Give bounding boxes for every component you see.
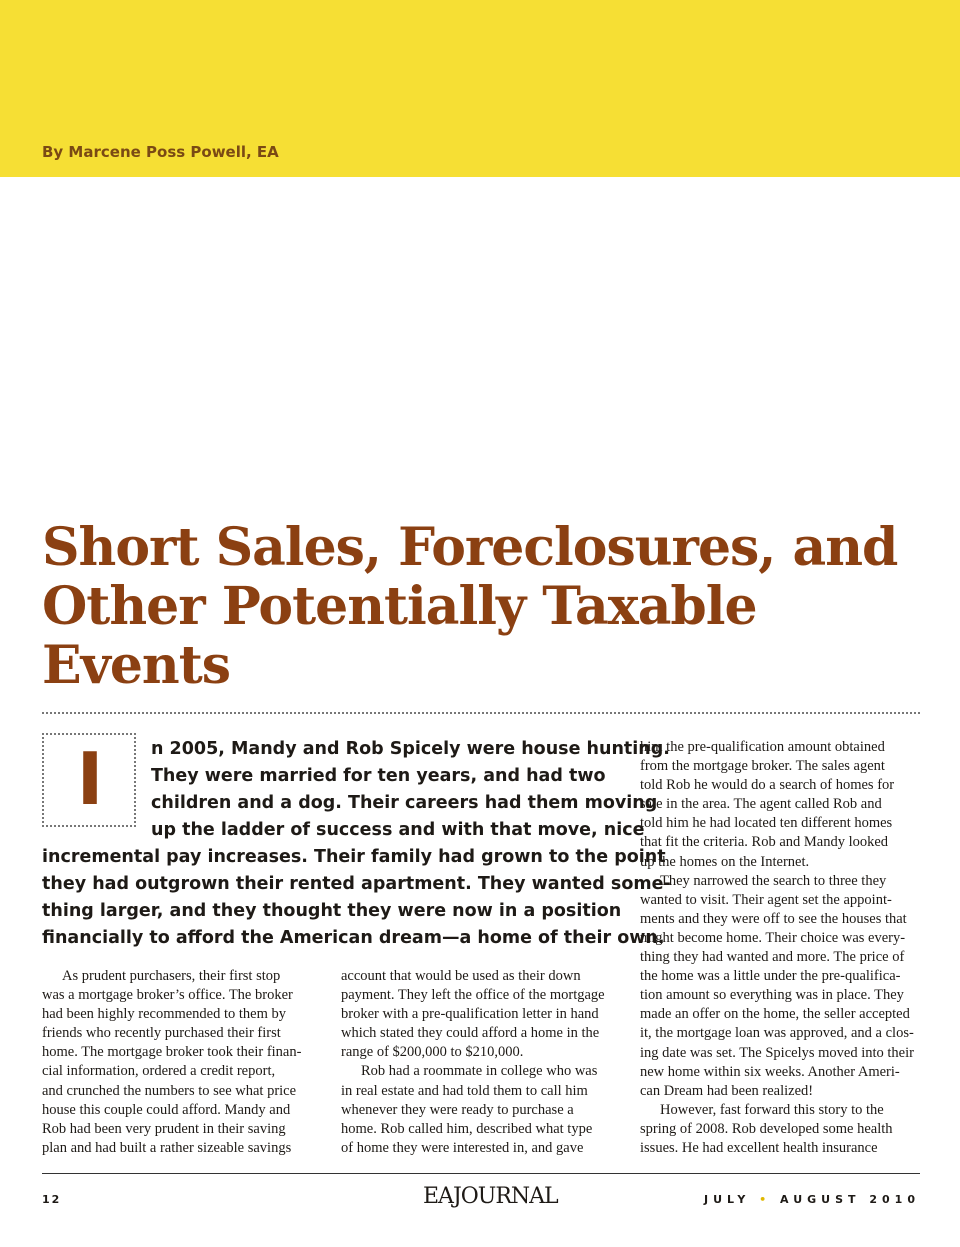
journal-logo: EAJOURNAL xyxy=(423,1184,558,1209)
text-line: might become home. Their choice was every- xyxy=(640,929,906,946)
byline: By Marcene Poss Powell, EA xyxy=(42,143,279,161)
text-line: can Dream had been realized! xyxy=(640,1082,814,1099)
text-line: in real estate and had told them to call him xyxy=(341,1082,588,1099)
lead-paragraph-line: incremental pay increases. Their family had grown to the point xyxy=(42,847,666,867)
text-line: tion amount so everything was in place. They xyxy=(640,987,904,1004)
issue-month-1: JULY xyxy=(704,1193,751,1206)
text-line: ments and they were off to see the houses that xyxy=(640,910,907,927)
text-line: ing date was set. The Spicelys moved into their xyxy=(640,1044,914,1061)
text-line: issues. He had excellent health insurance xyxy=(640,1139,878,1156)
text-line: was a mortgage broker’s office. The broker xyxy=(42,987,293,1004)
text-line: As prudent purchasers, their first stop xyxy=(62,968,281,984)
lead-paragraph-line: up the ladder of success and with that move, nice xyxy=(151,820,645,840)
text-line: had been highly recommended to them by xyxy=(42,1006,287,1023)
text-line: payment. They left the office of the mortgage xyxy=(341,987,605,1004)
text-line: from the mortgage broker. The sales agent xyxy=(640,758,885,775)
article-title xyxy=(42,518,942,695)
lead-paragraph-line: children and a dog. Their careers had them moving xyxy=(151,793,658,813)
page-number: 12 xyxy=(42,1193,62,1206)
body-column-3 xyxy=(640,738,914,1158)
drop-cap-frame xyxy=(42,733,136,827)
lead-paragraph-line: financially to afford the American dream—a home of their own. xyxy=(42,928,665,948)
text-line: of home they were interested in, and gave xyxy=(341,1139,584,1156)
text-line: spring of 2008. Rob developed some health xyxy=(640,1120,893,1137)
footer-rule xyxy=(42,1173,920,1174)
text-line: account that would be used as their down xyxy=(341,968,581,984)
text-line: thing they had wanted and more. The price of xyxy=(640,949,905,966)
text-line: the home was a little under the pre-qualifica- xyxy=(640,968,901,985)
text-line: home. Rob called him, described what type xyxy=(341,1120,593,1137)
text-line: However, fast forward this story to the xyxy=(660,1101,884,1118)
dotted-divider xyxy=(42,712,920,714)
drop-cap: I xyxy=(76,737,104,821)
text-line: that fit the criteria. Rob and Mandy looked xyxy=(640,834,889,851)
text-line: cial information, ordered a credit report, xyxy=(42,1063,276,1080)
text-line: broker with a pre-qualification letter in hand xyxy=(341,1006,599,1023)
text-line: plan and had built a rather sizeable savings xyxy=(42,1139,292,1156)
text-line: Rob had a roommate in college who was xyxy=(361,1063,598,1080)
issue-date xyxy=(704,1193,920,1206)
text-line: told him he had located ten different homes xyxy=(640,815,893,832)
text-line: home. The mortgage broker took their finan- xyxy=(42,1044,302,1061)
text-line: whenever they were ready to purchase a xyxy=(341,1101,574,1118)
text-line: sale in the area. The agent called Rob and xyxy=(640,796,882,813)
separator-dot-icon: • xyxy=(759,1193,772,1206)
text-line: and crunched the numbers to see what price xyxy=(42,1082,297,1099)
text-line: range of $200,000 to $210,000. xyxy=(341,1044,524,1061)
text-line: it, the mortgage loan was approved, and a clos- xyxy=(640,1025,914,1042)
text-line: house this couple could afford. Mandy and xyxy=(42,1101,291,1118)
text-line: They narrowed the search to three they xyxy=(660,872,887,889)
text-line: told Rob he would do a search of homes for xyxy=(640,777,895,794)
text-line: made an offer on the home, the seller accepted xyxy=(640,1006,910,1023)
text-line: wanted to visit. Their agent set the appoint- xyxy=(640,891,892,908)
title-line: Short Sales, Foreclosures, and xyxy=(42,517,898,578)
body-column-2 xyxy=(341,967,605,1158)
issue-month-2: AUGUST 2010 xyxy=(780,1193,920,1206)
title-line: Other Potentially Taxable Events xyxy=(42,576,757,696)
text-line: Rob had been very prudent in their saving xyxy=(42,1120,286,1137)
body-column-1 xyxy=(42,967,301,1158)
text-line: which stated they could afford a home in the xyxy=(341,1025,600,1042)
lead-paragraph-line: they had outgrown their rented apartment. They wanted some- xyxy=(42,874,671,894)
lead-paragraph-line: thing larger, and they thought they were now in a position xyxy=(42,901,622,921)
text-line: up the homes on the Internet. xyxy=(640,853,810,870)
text-line: new home within six weeks. Another Ameri- xyxy=(640,1063,900,1080)
text-line: him the pre-qualification amount obtained xyxy=(640,739,885,755)
lead-paragraph-line: They were married for ten years, and had two xyxy=(151,766,606,786)
text-line: friends who recently purchased their first xyxy=(42,1025,281,1042)
lead-paragraph-line: n 2005, Mandy and Rob Spicely were house hunting. xyxy=(151,739,670,759)
